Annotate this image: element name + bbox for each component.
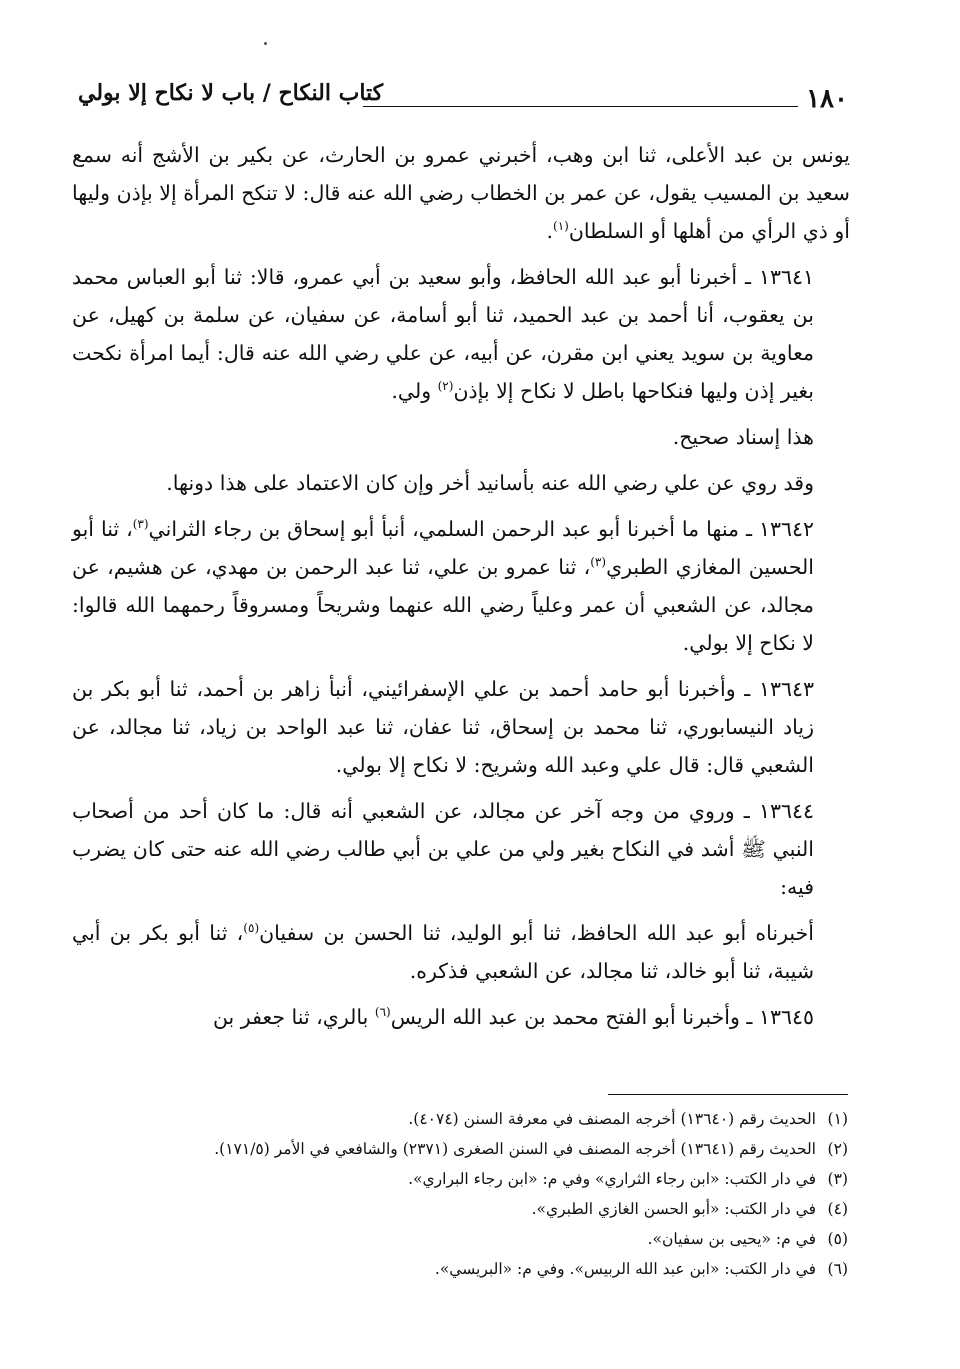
footnote-ref: (١) — [553, 219, 569, 234]
paragraph-continuation: يونس بن عبد الأعلى، ثنا ابن وهب، أخبرني عمرو بن الحارث، عن بكير بن الأشج أنه سمع سعيد بن المسيب يقول، عن عمر بن الخطاب رضي الله عنه قال: لا تنكح المرأة إلا بإذن وليها أو ذي الرأي من أهلها أو السلطان$^{(١)}$. — [72, 143, 850, 243]
hadith-number: ١٣٦٤٤ — [758, 799, 814, 823]
scan-speck — [264, 42, 267, 45]
footnote-ref: (٢) — [437, 379, 454, 394]
footnote-mark: (١) — [827, 1110, 848, 1128]
footnote-mark: (٣) — [827, 1170, 848, 1188]
hadith-number: ١٣٦٤٥ — [758, 1005, 814, 1029]
footnote-rule — [608, 1094, 848, 1095]
hadith-13645: ١٣٦٤٥ ـ وأخبرنا أبو الفتح محمد بن عبد الله الريس$^{(٦)}$ بالري، ثنا جعفر بن — [212, 1005, 814, 1029]
footnote-text: الحديث رقم (١٣٦٤٠) أخرجه المصنف في معرفة السنن (٤٠٧٤). — [408, 1110, 816, 1128]
footnote-text: في دار الكتب: «ابن عبد الله الربيس». وفي م: «البريسي». — [434, 1260, 816, 1278]
footnote-text: في م: «يحيى بن سفيان». — [647, 1230, 816, 1248]
footnote-text: في دار الكتب: «ابن رجاء الثراري» وفي م: «ابن رجاء البراري». — [408, 1170, 816, 1188]
hadith-number: ١٣٦٤١ — [758, 265, 814, 289]
other-chains-note: وقد روي عن علي رضي الله عنه بأسانيد أخر وإن كان الاعتماد على هذا دونها. — [166, 471, 814, 495]
header-rule — [363, 106, 798, 107]
footnote-3 — [72, 1164, 848, 1194]
footnote-mark: (٥) — [827, 1230, 848, 1248]
footnote-mark: (٢) — [827, 1140, 848, 1158]
footnote-6 — [72, 1254, 848, 1284]
footnote-ref: (٣) — [132, 517, 149, 532]
footnote-4 — [72, 1194, 848, 1224]
page-header — [78, 78, 848, 118]
footnote-ref: (٥) — [243, 921, 260, 936]
footnote-1 — [72, 1104, 848, 1134]
isnad-sahih-note: هذا إسناد صحيح. — [672, 425, 814, 449]
akhbarnahu-paragraph: أخبرناه أبو عبد الله الحافظ، ثنا أبو الوليد، ثنا الحسن بن سفيان$^{(٥)}$، ثنا أبو بكر بن أبي شيبة، ثنا أبو خالد، ثنا مجالد، عن الشعبي فذكره. — [72, 921, 814, 983]
footnotes — [72, 1104, 848, 1284]
footnote-ref: (٣) — [590, 555, 607, 570]
footnote-mark: (٦) — [827, 1260, 848, 1278]
hadith-13641: ١٣٦٤١ ـ أخبرنا أبو عبد الله الحافظ، وأبو سعيد بن أبي عمرو، قالا: ثنا أبو العباس محمد بن يعقوب، أنا أحمد بن عبد الحميد، ثنا أبو أسامة، عن سفيان، عن سلمة بن كهيل، عن معاوية بن سويد يعني ابن مقرن، عن أبيه، عن علي رضي الله عنه قال: أيما امرأة نكحت بغير إذن وليها فنكاحها باطل لا نكاح إلا بإذن$^{(٢)}$ ولي. — [72, 265, 814, 403]
footnote-2 — [72, 1134, 848, 1164]
hadith-13642: ١٣٦٤٢ ـ منها ما أخبرنا أبو عبد الرحمن السلمي، أنبأ أبو إسحاق بن رجاء الثراني$^{(٣)}$، ثنا أبو الحسين المغازي الطبري$^{(٣)}$، ثنا عمرو بن علي، ثنا عبد الرحمن بن مهدي، عن هشيم، عن مجالد، عن الشعبي أن عمر وعلياً رضي الله عنهما وشريحاً ومسروقاً رحمهما الله قالوا: لا نكاح إلا بولي. — [72, 517, 815, 655]
footnote-mark: (٤) — [827, 1200, 848, 1218]
footnote-ref: (٦) — [374, 1005, 391, 1020]
footnote-5 — [72, 1224, 848, 1254]
hadith-number: ١٣٦٤٣ — [758, 677, 814, 701]
running-title: كتاب النكاح / باب لا نكاح إلا بولي — [78, 80, 384, 106]
page-number: ١٨٠ — [806, 84, 848, 114]
hadith-13644: ١٣٦٤٤ ـ وروي من وجه آخر عن مجالد، عن الشعبي أنه قال: ما كان أحد من أصحاب النبي ﷺ أشد في النكاح بغير ولي من علي بن أبي طالب رضي الله عنه حتى كان يضرب فيه: — [72, 799, 814, 899]
main-text — [72, 136, 850, 1044]
hadith-number: ١٣٦٤٢ — [758, 517, 815, 541]
footnote-text: الحديث رقم (١٣٦٤١) أخرجه المصنف في السنن الصغرى (٢٣٧١) والشافعي في الأمر (١٧١/٥). — [214, 1140, 816, 1158]
footnote-text: في دار الكتب: «أبو الحسن الغازي الطبري». — [531, 1200, 816, 1218]
hadith-13643: ١٣٦٤٣ ـ وأخبرنا أبو حامد أحمد بن علي الإسفرائيني، أنبأ زاهر بن أحمد، ثنا أبو بكر بن زياد النيسابوري، ثنا محمد بن إسحاق، ثنا عفان، ثنا عبد الواحد بن زياد، ثنا مجالد، عن الشعبي قال: قال علي وعبد الله وشريح: لا نكاح إلا بولي. — [72, 677, 814, 777]
